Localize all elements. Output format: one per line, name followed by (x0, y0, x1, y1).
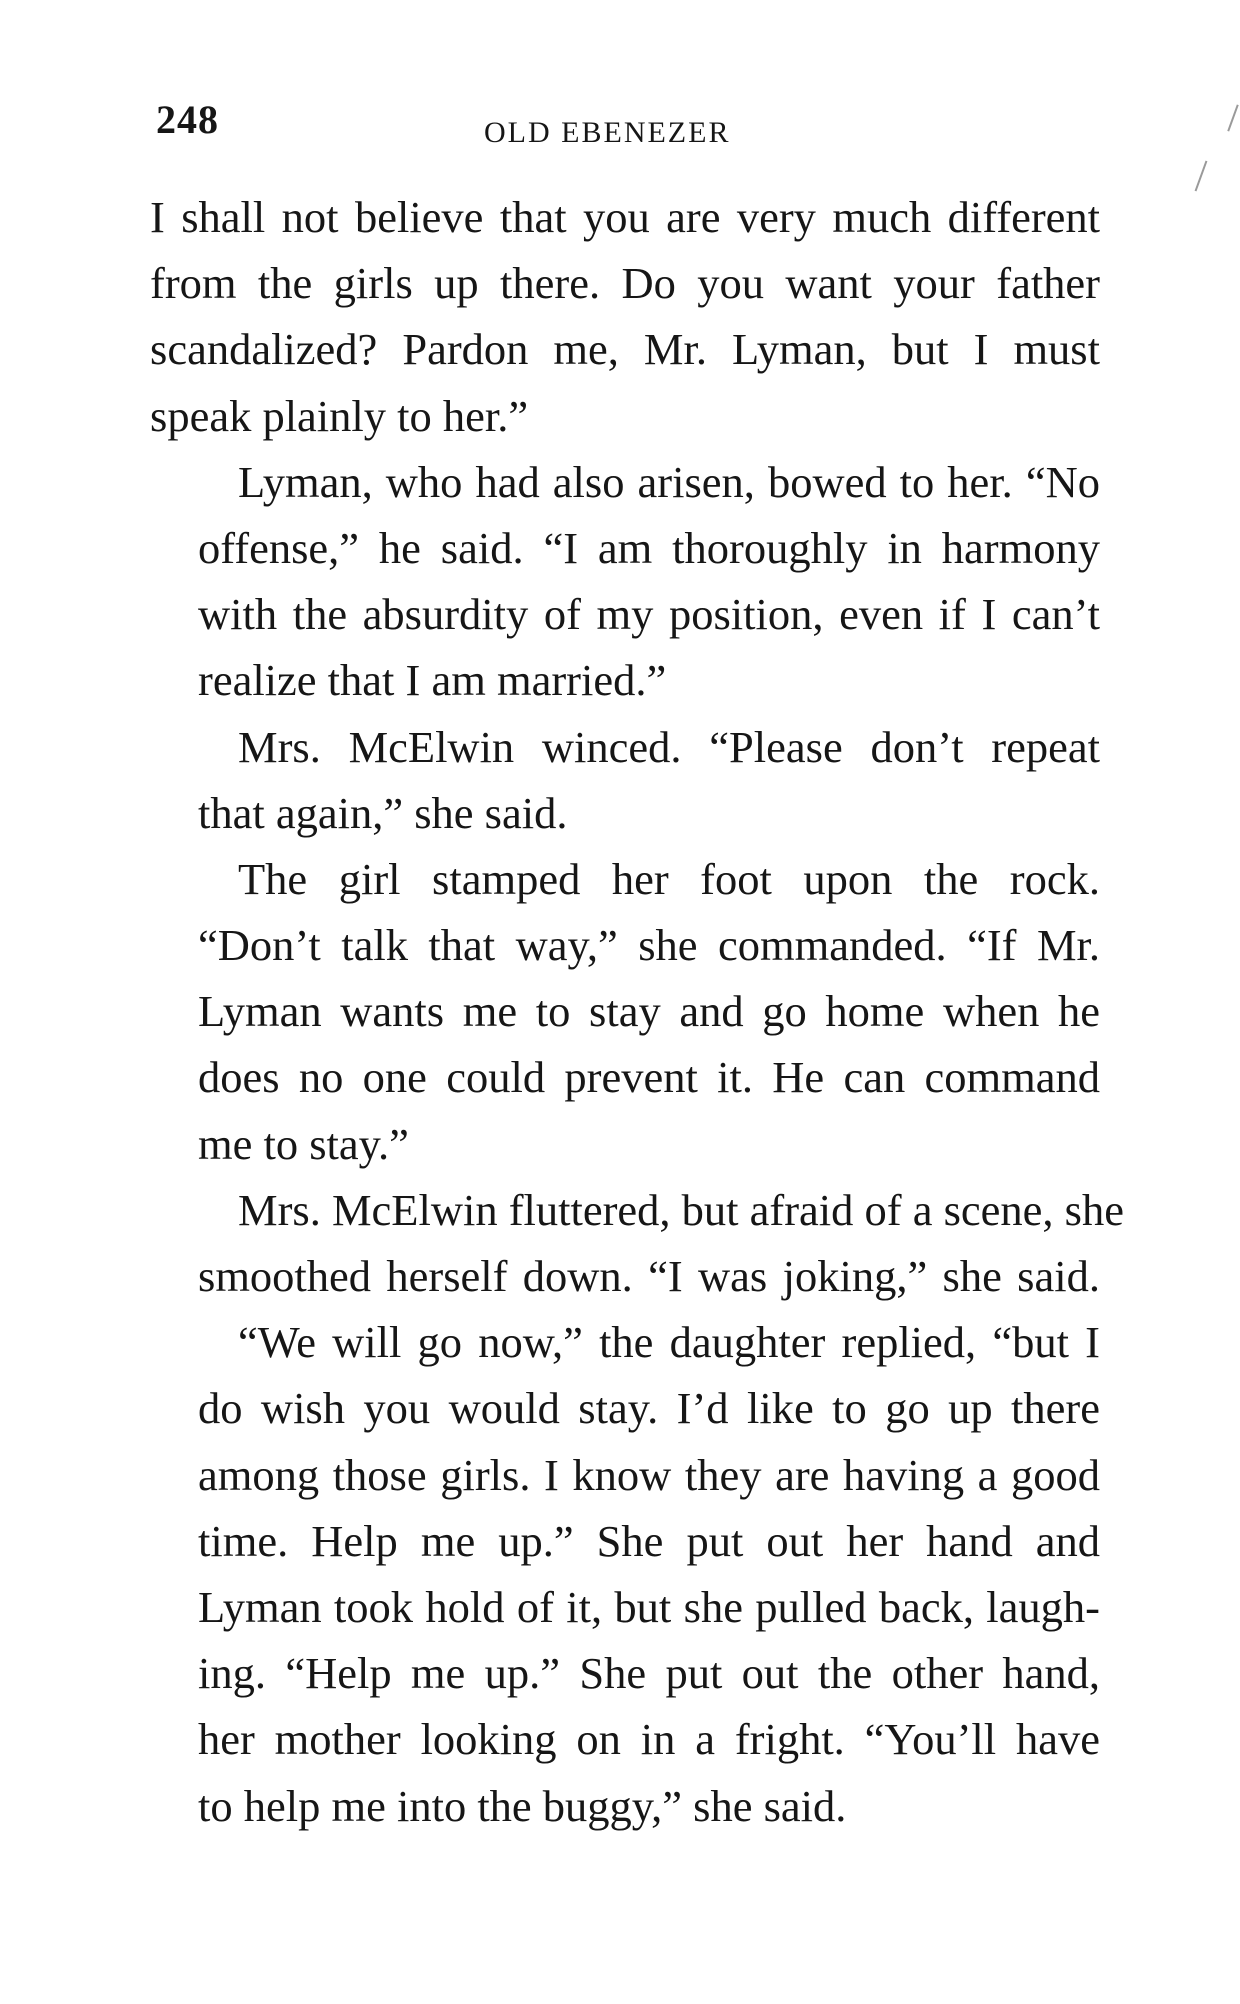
text-line: do wish you would stay. I’d like to go up there (198, 1383, 1100, 1434)
body-text (150, 184, 1125, 1839)
text-line: Mrs. McElwin fluttered, but afraid of a scene, she (238, 1184, 1125, 1235)
text-line: Lyman wants me to stay and go home when he (198, 986, 1100, 1037)
margin-scratch-mark (1227, 105, 1238, 132)
text-line: realize that I am married.” (198, 655, 667, 706)
text-line: time. Help me up.” She put out her hand and (198, 1515, 1100, 1566)
text-line: Mrs. McElwin winced. “Please don’t repeat (238, 721, 1100, 772)
text-line: scandalized? Pardon me, Mr. Lyman, but I must (150, 324, 1100, 375)
text-line: her mother looking on in a fright. “You’ll have (198, 1714, 1100, 1765)
page-header (150, 96, 1090, 156)
text-line: “Don’t talk that way,” she commanded. “If Mr. (198, 920, 1100, 971)
running-head: OLD EBENEZER (484, 116, 731, 149)
text-line: “We will go now,” the daughter replied, “but I (238, 1317, 1100, 1368)
text-line: among those girls. I know they are having a good (198, 1449, 1100, 1500)
text-line: from the girls up there. Do you want your father (150, 258, 1100, 309)
text-line: Lyman, who had also arisen, bowed to her. “No (238, 456, 1100, 507)
text-line: speak plainly to her.” (150, 390, 529, 441)
text-line: does no one could prevent it. He can command (198, 1052, 1100, 1103)
text-line: offense,” he said. “I am thoroughly in harmony (198, 522, 1100, 573)
text-line: Lyman took hold of it, but she pulled back, laugh- (198, 1581, 1100, 1632)
paragraph (150, 184, 1100, 449)
paragraph (150, 714, 1100, 846)
text-line: with the absurdity of my position, even if I can’t (198, 589, 1100, 640)
text-line: I shall not believe that you are very much different (150, 192, 1100, 242)
text-line: The girl stamped her foot upon the rock. (238, 853, 1100, 904)
paragraph (150, 1177, 1125, 1309)
text-line: that again,” she said. (198, 787, 568, 838)
paragraph (150, 449, 1100, 714)
page-number: 248 (156, 97, 219, 142)
paragraph (150, 1309, 1100, 1839)
paragraph (150, 846, 1100, 1177)
text-line: ing. “Help me up.” She put out the other hand, (198, 1648, 1100, 1699)
text-line: smoothed herself down. “I was joking,” she said. (198, 1251, 1100, 1301)
margin-scratch-mark (1195, 161, 1208, 192)
text-line: me to stay.” (198, 1118, 409, 1169)
text-line: to help me into the buggy,” she said. (198, 1780, 847, 1831)
